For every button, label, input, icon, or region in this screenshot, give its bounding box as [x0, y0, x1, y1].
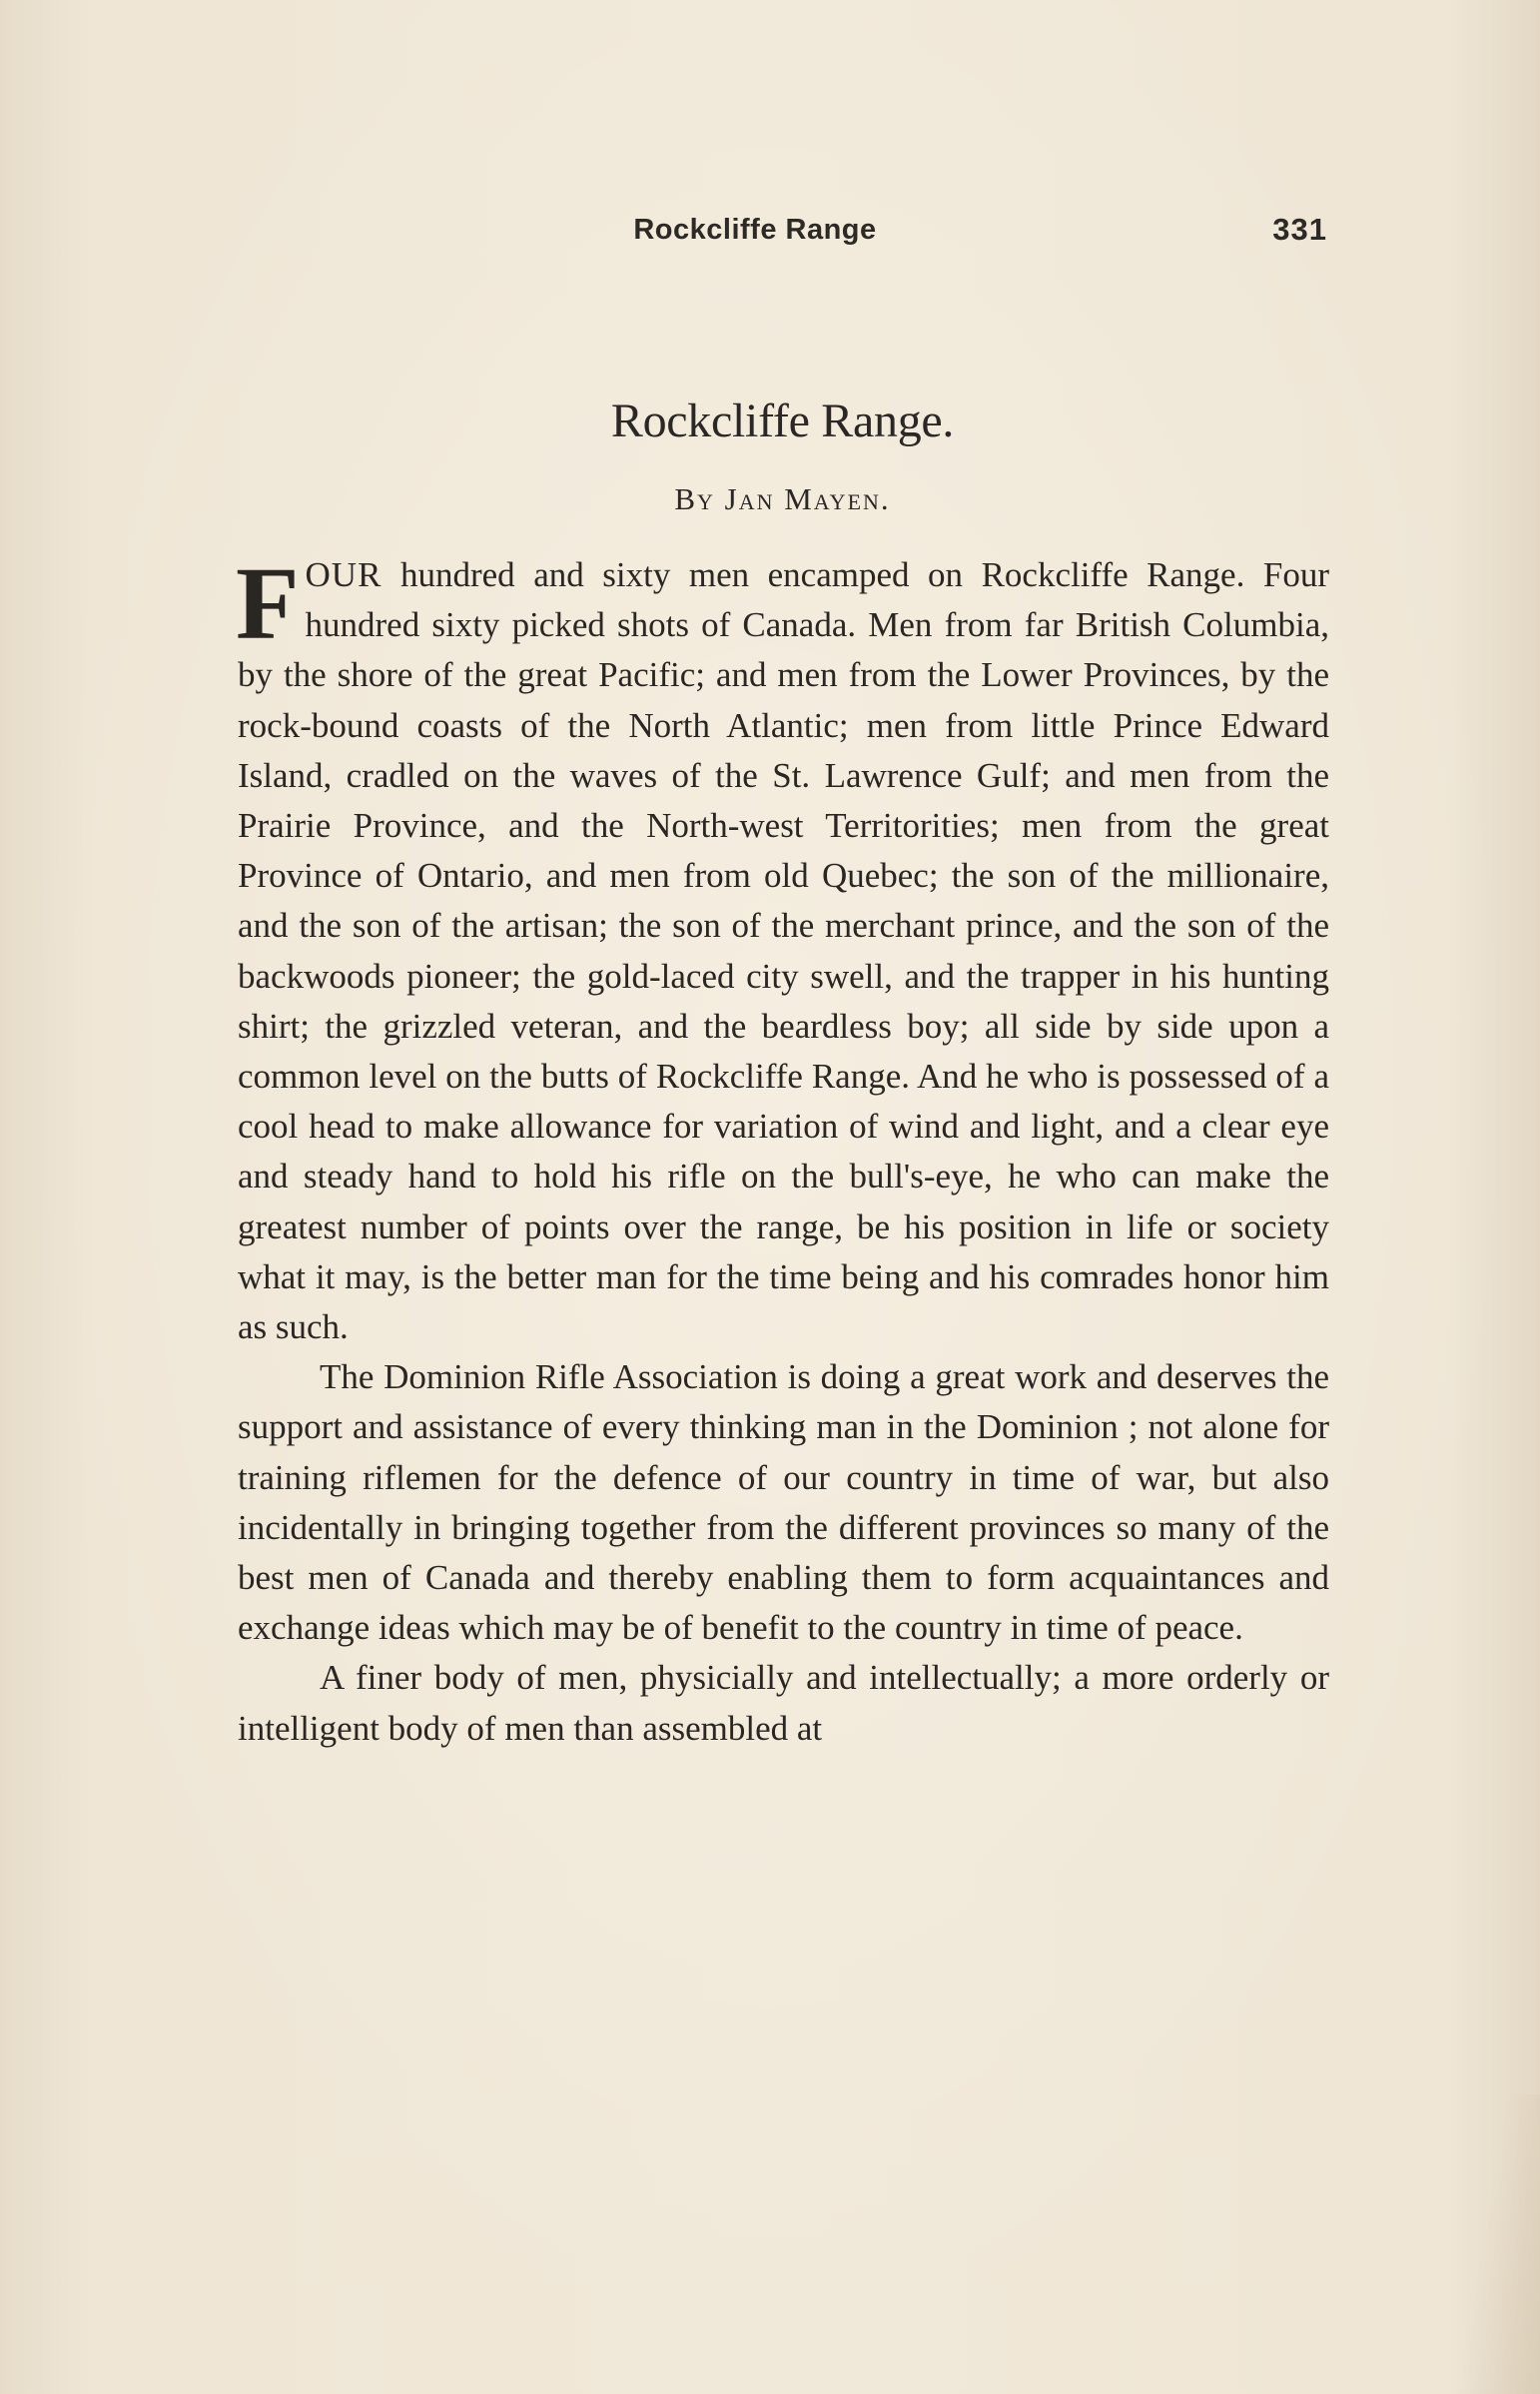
article-body	[236, 546, 1329, 1754]
paragraph-1	[236, 546, 1329, 1352]
page-number: 331	[1272, 212, 1327, 247]
running-title: Rockcliffe Range	[633, 214, 877, 246]
paragraph-3: A finer body of men, physicially and intellectually; a more orderly or intelligent body of men than assembled at	[238, 1658, 1329, 1748]
article-title: Rockcliffe Range.	[610, 395, 955, 447]
article-byline: By Jan Mayen.	[674, 481, 891, 516]
page-corner-shading	[1450, 2094, 1540, 2394]
first-word-rest: OUR	[305, 555, 383, 594]
paragraph-1-text: hundred and sixty men encamped on Rockcliffe Range. Four hundred sixty picked shots of Canada. Men from far British Columbia, by the shore of the great Pacific; and men from the Lower Provinces, by the rock-bound coasts of the North Atlantic; men from little Prince Edward Island, cradled on the waves of the St. Lawrence Gulf; and men from the Prairie Province, and the North-west Territorities; men from the great Province of Ontario, and men from old Quebec; the son of the millionaire, and the son of the artisan; the son of the merchant prince, and the son of the backwoods pioneer; the gold-laced city swell, and the trapper in his hunting shirt; the grizzled veteran, and the beardless boy; all side by side upon a common level on the butts of Rockcliffe Range. And he who is possessed of a cool head to make allowance for variation of wind and light, and a clear eye and steady hand to hold his rifle on the bull's-eye, he who can make the greatest number of points over the range, be his position in life or society what it may, is the better man for the time being and his comrades honor him as such.	[238, 555, 1329, 1347]
paragraph-2: The Dominion Rifle Association is doing a great work and deserves the support and assistance of every thinking man in the Dominion ; not alone for training riflemen for the defence of our country in time of war, but also incidentally in bringing together from the different provinces so many of the best men of Canada and thereby enabling them to form acquaintances and exchange ideas which may be of benefit to the country in time of peace.	[238, 1357, 1329, 1648]
drop-cap: F	[236, 546, 300, 661]
running-head	[236, 214, 1329, 262]
